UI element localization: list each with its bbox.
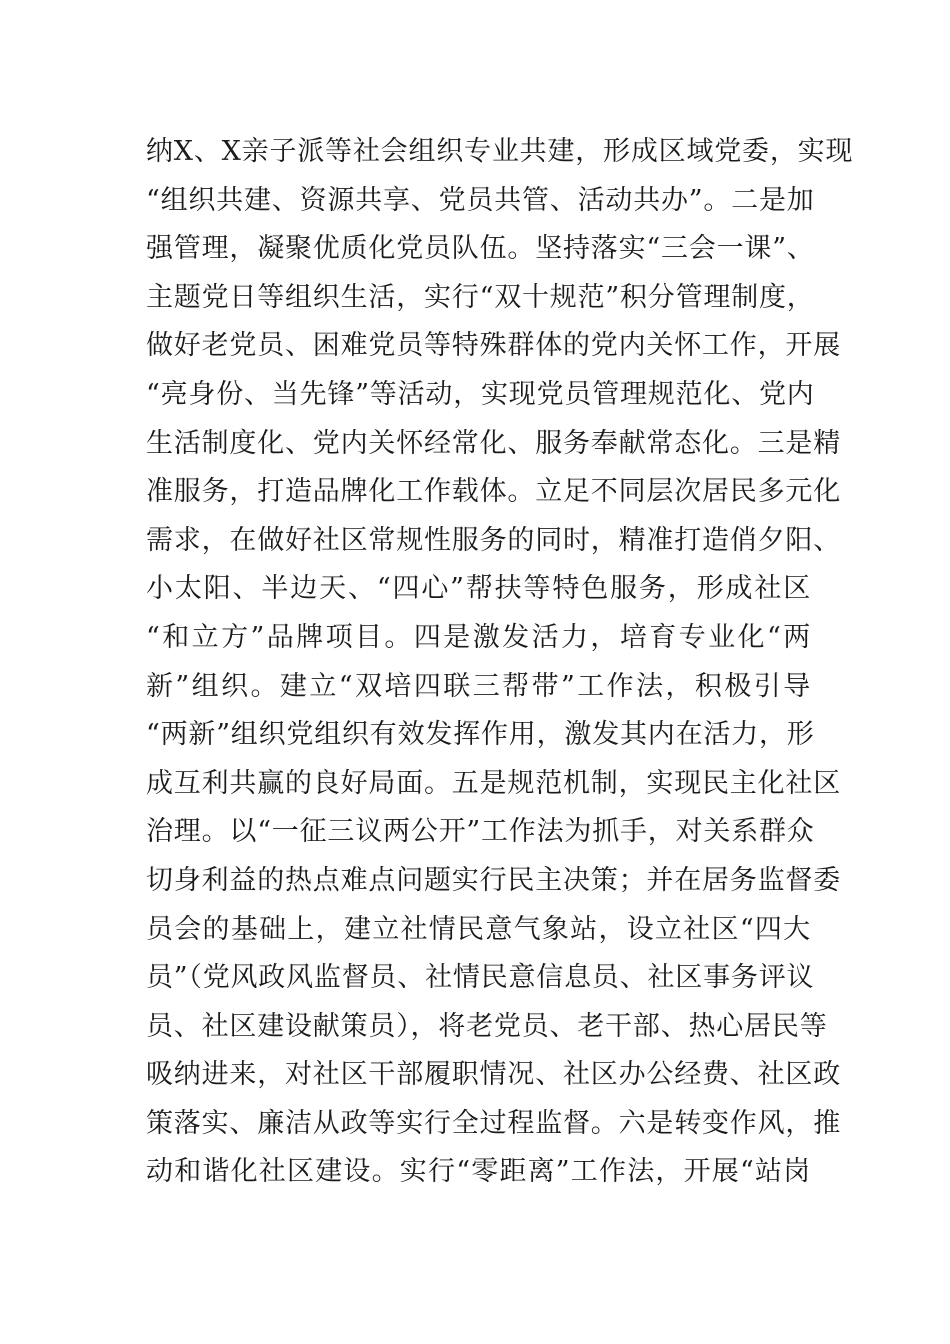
text-line: 纳X、X亲子派等社会组织专业共建，形成区域党委，实现 <box>146 136 854 167</box>
text-line: 吸纳进来，对社区干部履职情况、社区办公经费、社区政 <box>146 1059 841 1091</box>
text-line: “组织共建、资源共享、党员共管、活动共办”。二是加 <box>146 184 815 216</box>
text-line: 员会的基础上，建立社情民意气象站，设立社区“四大 <box>146 913 811 945</box>
text-line: 新”组织。建立“双培四联三帮带”工作法，积极引导 <box>146 670 811 702</box>
body-text <box>146 128 854 1197</box>
text-line: “亮身份、当先锋”等活动，实现党员管理规范化、党内 <box>146 378 815 410</box>
text-line: “和立方”品牌项目。四是激发活力，培育专业化“两 <box>146 621 811 653</box>
text-line: 小太阳、半边天、“四心”帮扶等特色服务，形成社区 <box>146 573 811 605</box>
text-line: 需求，在做好社区常规性服务的同时，精准打造俏夕阳、 <box>146 524 841 556</box>
text-line: 生活制度化、党内关怀经常化、服务奉献常态化。三是精 <box>146 427 841 459</box>
text-line: 主题党日等组织生活，实行“双十规范”积分管理制度， <box>146 281 815 313</box>
text-line: 员”（党风政风监督员、社情民意信息员、社区事务评议 <box>146 962 815 994</box>
text-line: 准服务，打造品牌化工作载体。立足不同层次居民多元化 <box>146 476 841 508</box>
text-line: 策落实、廉洁从政等实行全过程监督。六是转变作风，推 <box>146 1107 841 1139</box>
text-line: 治理。以“一征三议两公开”工作法为抓手，对关系群众 <box>146 816 815 848</box>
text-line: 成互利共赢的良好局面。五是规范机制，实现民主化社区 <box>146 767 841 799</box>
text-line: 员、社区建设献策员），将老党员、老干部、热心居民等 <box>146 1010 828 1042</box>
text-line: “两新”组织党组织有效发挥作用，激发其内在活力，形 <box>146 719 815 751</box>
text-line: 做好老党员、困难党员等特殊群体的党内关怀工作，开展 <box>146 330 841 362</box>
text-line: 强管理，凝聚优质化党员队伍。坚持落实“三会一课”、 <box>146 233 815 265</box>
text-line: 切身利益的热点难点问题实行民主决策；并在居务监督委 <box>146 864 841 896</box>
text-line: 动和谐化社区建设。实行“零距离”工作法，开展“站岗 <box>146 1156 811 1188</box>
